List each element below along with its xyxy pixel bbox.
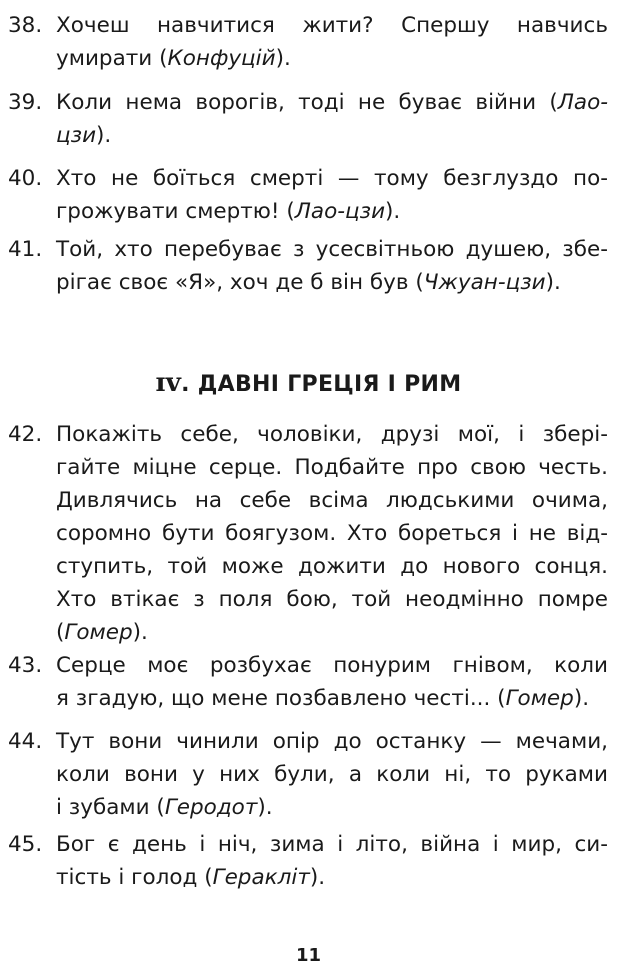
- quote-line: ступить, той може дожити до нового сонця.: [56, 554, 608, 579]
- section-heading: [0, 368, 617, 398]
- quote-number: 41.: [8, 237, 43, 262]
- quote-author: цзи: [56, 123, 97, 148]
- quote-line: соромно бути боягузом. Хто бореться і не від-: [56, 521, 608, 546]
- section-title: . ДАВНІ ГРЕЦІЯ І РИМ: [181, 372, 462, 397]
- quote-line: Бог є день і ніч, зима і літо, війна і мир, си-: [56, 832, 608, 857]
- quote-line: я згадую, що мене позбавлено честі... (Гомер).: [56, 686, 590, 711]
- quote-line: цзи).: [56, 123, 112, 148]
- quote-author: Гомер: [505, 686, 574, 711]
- quote-44: [8, 725, 608, 824]
- quote-line: тість і голод (Геракліт).: [56, 865, 326, 890]
- quote-number: 40.: [8, 166, 43, 191]
- quote-line: Покажіть себе, чоловіки, друзі мої, і збері-: [56, 422, 608, 447]
- quote-author: Гомер: [64, 620, 133, 645]
- quote-line: Серце моє розбухає понурим гнівом, коли: [56, 653, 608, 678]
- quote-author: Геродот: [164, 795, 258, 820]
- quote-line: (Гомер).: [56, 620, 148, 645]
- quote-author: Лао-цзи: [294, 199, 386, 224]
- quote-39: [8, 86, 608, 152]
- quote-author: Лао-: [557, 90, 608, 115]
- quote-line: Тут вони чинили опір до останку — мечами,: [56, 729, 608, 754]
- page-number: 11: [295, 945, 322, 966]
- quote-number: 43.: [8, 653, 43, 678]
- quote-40: [8, 162, 608, 228]
- quote-45: [8, 828, 608, 894]
- quote-line: Той, хто перебуває з усесвітньою душею, збе-: [56, 237, 608, 262]
- quote-42: [8, 418, 608, 649]
- quote-author: Геракліт: [212, 865, 310, 890]
- quote-author: Чжуан-цзи: [423, 270, 546, 295]
- quote-number: 45.: [8, 832, 43, 857]
- quote-43: [8, 649, 608, 715]
- quote-line: Хто втікає з поля бою, той неодмінно помре: [56, 587, 608, 612]
- quote-line: умирати (Конфуцій).: [56, 46, 291, 71]
- quote-line: і зубами (Геродот).: [56, 795, 273, 820]
- quote-author: Конфуцій: [167, 46, 276, 71]
- quote-number: 42.: [8, 422, 43, 447]
- section-roman-numeral: ɪv: [155, 368, 182, 398]
- quote-number: 38.: [8, 13, 43, 38]
- quote-line: гайте міцне серце. Подбайте про свою честь.: [56, 455, 608, 480]
- quote-line: грожувати смертю! (Лао-цзи).: [56, 199, 401, 224]
- quote-line: Дивлячись на себе всіма людськими очима,: [56, 488, 608, 513]
- quote-number: 44.: [8, 729, 43, 754]
- quote-line: коли вони у них були, а коли ні, то руками: [56, 762, 608, 787]
- quote-38: [8, 9, 608, 75]
- quote-line: Хочеш навчитися жити? Спершу навчись: [56, 13, 608, 38]
- quote-line: Хто не боїться смерті — тому безглуздо по-: [56, 166, 608, 191]
- quote-line: Коли нема ворогів, тоді не буває війни (Лао-: [56, 90, 608, 115]
- quote-line: рігає своє «Я», хоч де б він був (Чжуан-цзи).: [56, 270, 561, 295]
- quote-number: 39.: [8, 90, 43, 115]
- quote-41: [8, 233, 608, 299]
